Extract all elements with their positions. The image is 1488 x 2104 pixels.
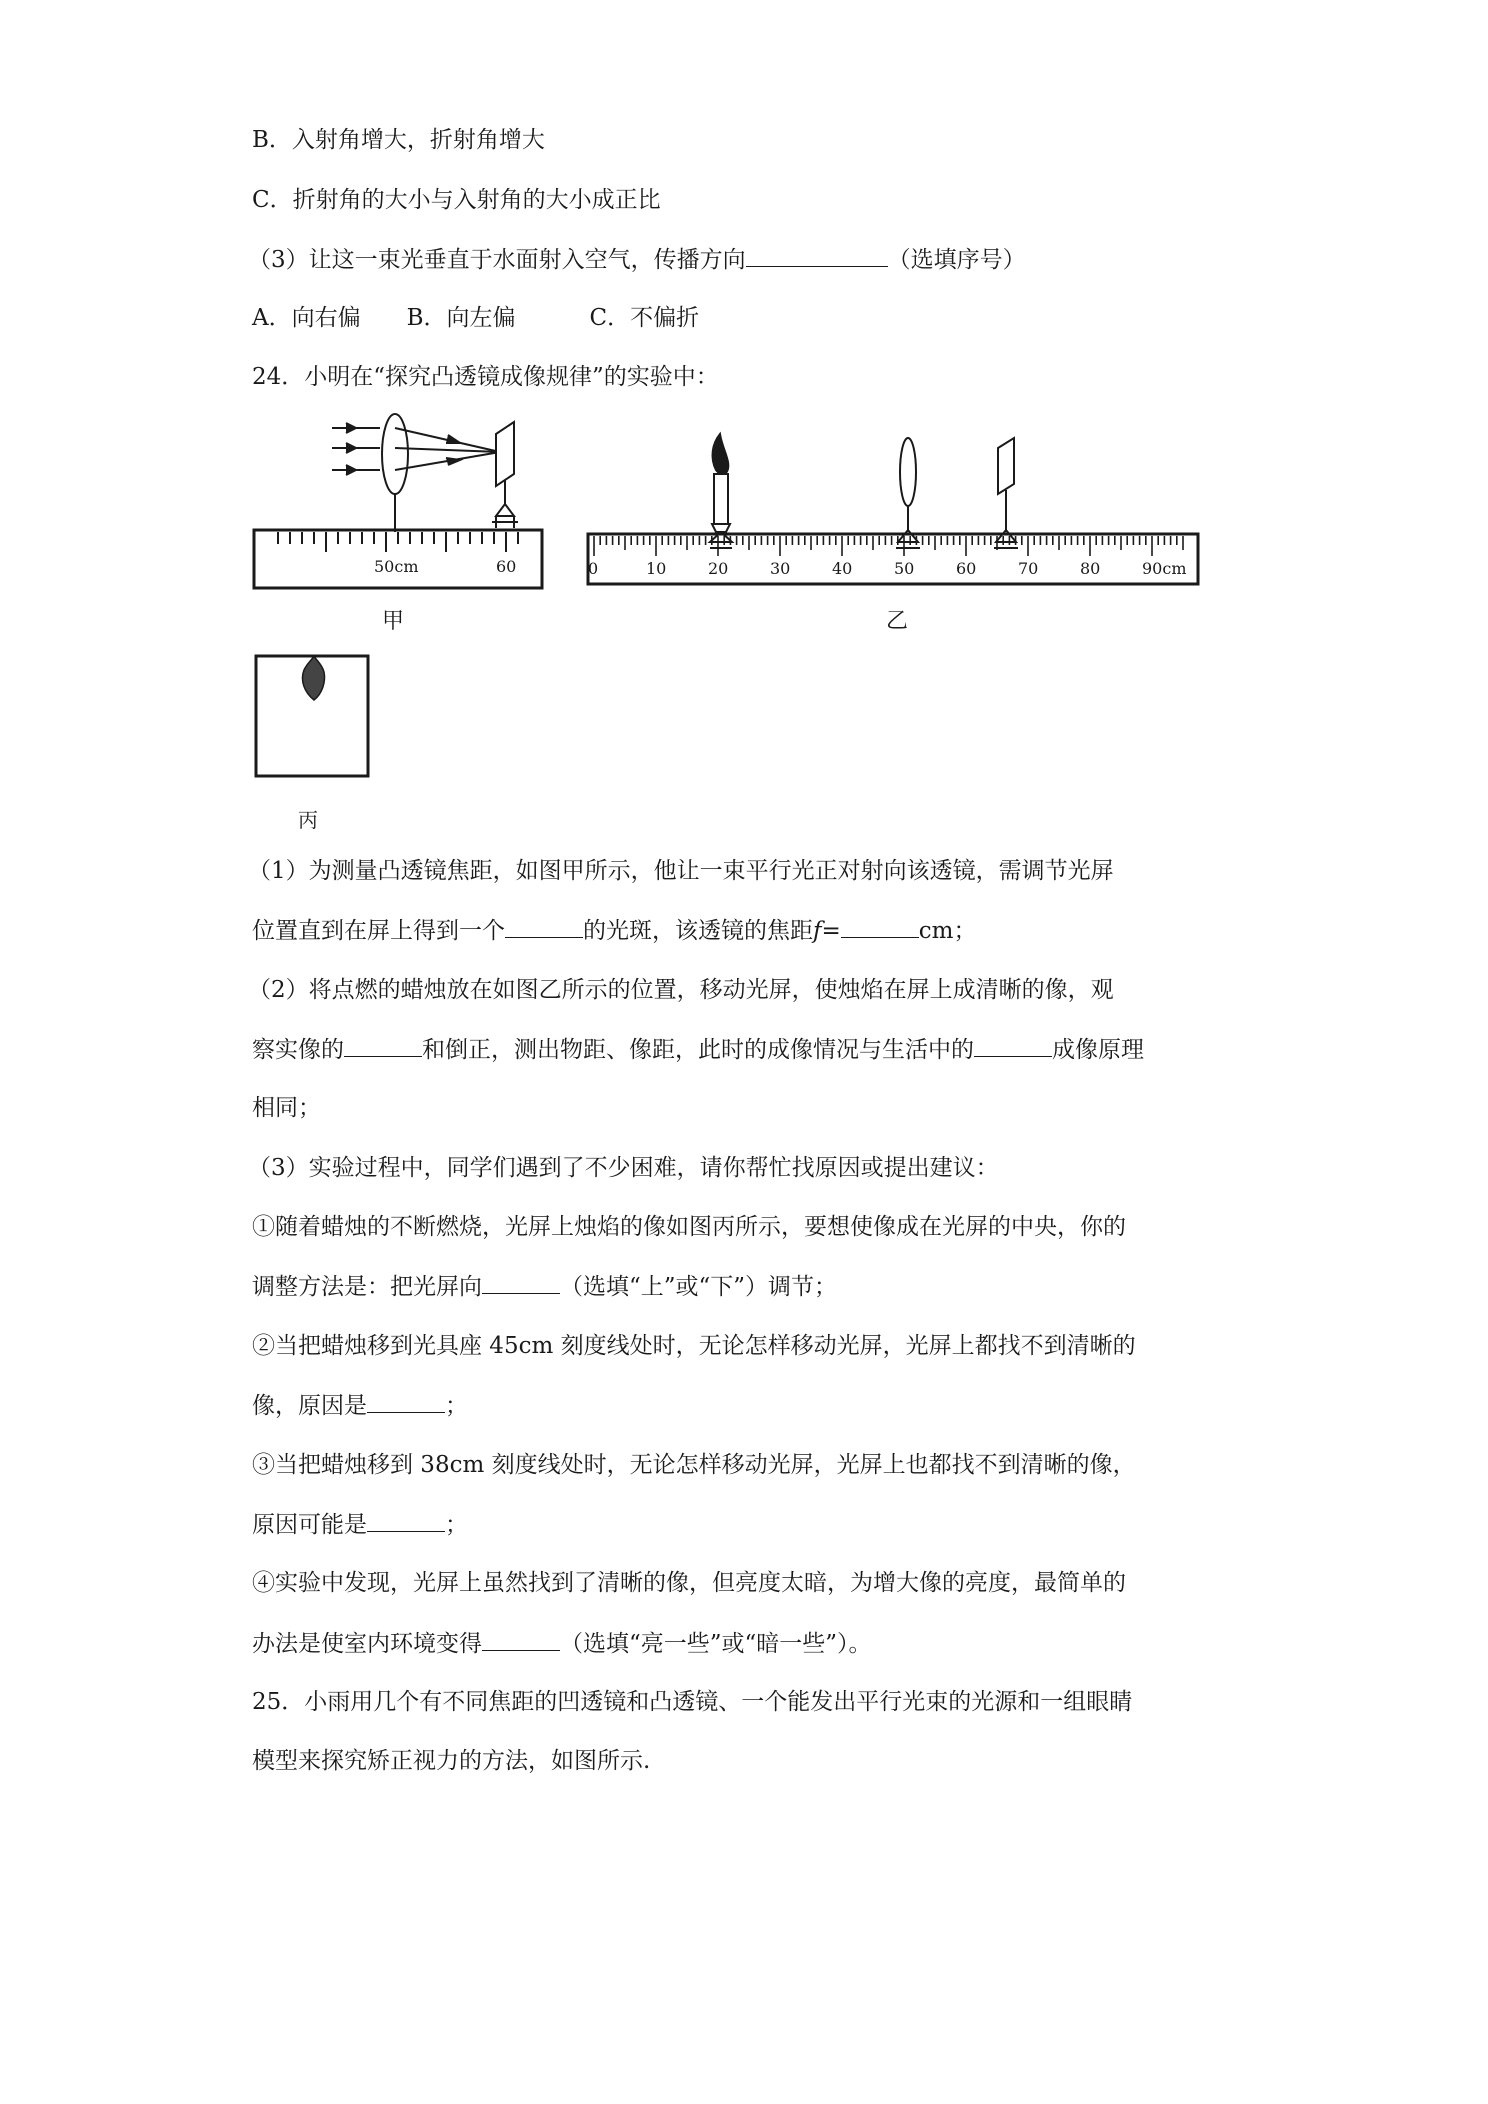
figure-bing-caption: 丙 — [298, 808, 318, 832]
q23-sub3-text: （3）让这一束光垂直于水面射入空气，传播方向 — [248, 247, 746, 273]
q24-stem: 24．小明在“探究凸透镜成像规律”的实验中： — [252, 364, 719, 390]
q23-choices — [252, 303, 749, 333]
choice-a: A．向右偏 — [252, 305, 361, 331]
yi-tick-label: 80 — [1080, 559, 1101, 578]
q23-option-b: B．入射角增大，折射角增大 — [252, 127, 545, 153]
yi-tick-label: 30 — [770, 559, 791, 578]
text: 原因可能是 — [252, 1512, 367, 1538]
text: （选填“亮一些”或“暗一些”）。 — [560, 1631, 872, 1657]
yi-tick-label: 10 — [646, 559, 667, 578]
answer-blank[interactable] — [344, 1034, 422, 1057]
figure-jia — [252, 412, 552, 592]
q24-c4-line2 — [252, 1628, 872, 1659]
yi-tick-label: 0 — [588, 559, 599, 578]
answer-blank[interactable] — [974, 1034, 1052, 1057]
q24-c1-line2 — [252, 1271, 837, 1302]
choice-c: C．不偏折 — [589, 305, 700, 331]
q24-p2-line3: 相同； — [252, 1095, 321, 1121]
text: = — [821, 918, 841, 944]
yi-tick-label: 70 — [1018, 559, 1039, 578]
text: 和倒正，测出物距、像距，此时的成像情况与生活中的 — [422, 1037, 974, 1063]
text: 像，原因是 — [252, 1393, 367, 1419]
text: ； — [445, 1512, 468, 1538]
answer-blank[interactable] — [505, 915, 583, 938]
q23-sub3-hint: （选填序号） — [887, 247, 1026, 273]
jia-tick-60: 60 — [496, 557, 517, 576]
text: 察实像的 — [252, 1037, 344, 1063]
q24-c2-line1: ②当把蜡烛移到光具座 45cm 刻度线处时，无论怎样移动光屏，光屏上都找不到清晰的 — [252, 1333, 1136, 1359]
answer-blank[interactable] — [746, 244, 888, 267]
inverted-flame-icon — [302, 656, 324, 700]
q24-c4-line1: ④实验中发现，光屏上虽然找到了清晰的像，但亮度太暗，为增大像的亮度，最简单的 — [252, 1570, 1126, 1596]
answer-blank[interactable] — [367, 1390, 445, 1413]
text: 成像原理 — [1052, 1037, 1144, 1063]
answer-blank[interactable] — [482, 1271, 560, 1294]
yi-ruler-ticks — [594, 536, 1183, 556]
figure-bing — [252, 652, 372, 782]
q24-p3: （3）实验过程中，同学们遇到了不少困难，请你帮忙找原因或提出建议： — [248, 1155, 999, 1181]
q24-p1-line1: （1）为测量凸透镜焦距，如图甲所示，他让一束平行光正对射向该透镜，需调节光屏 — [248, 858, 1114, 884]
text: 调整方法是：把光屏向 — [252, 1274, 482, 1300]
q24-c1-line1: ①随着蜡烛的不断燃烧，光屏上烛焰的像如图丙所示，要想使像成在光屏的中央，你的 — [252, 1214, 1126, 1240]
text: 的光斑，该透镜的焦距 — [583, 918, 813, 944]
q23-sub3 — [248, 244, 1026, 275]
figure-yi-caption: 乙 — [886, 609, 909, 634]
q24-p2-line1: （2）将点燃的蜡烛放在如图乙所示的位置，移动光屏，使烛焰在屏上成清晰的像，观 — [248, 977, 1114, 1003]
yi-tick-label: 90cm — [1142, 559, 1187, 578]
text: ； — [445, 1393, 468, 1419]
q24-p1-line2 — [252, 915, 977, 946]
figure-yi — [586, 424, 1206, 590]
yi-tick-label: 20 — [708, 559, 729, 578]
answer-blank[interactable] — [367, 1509, 445, 1532]
focal-symbol: f — [813, 918, 822, 944]
text: 办法是使室内环境变得 — [252, 1631, 482, 1657]
choice-b: B．向左偏 — [406, 305, 516, 331]
q24-c3-line2 — [252, 1509, 468, 1540]
yi-tick-label: 60 — [956, 559, 977, 578]
figure-jia-caption: 甲 — [382, 609, 405, 634]
q24-c3-line1: ③当把蜡烛移到 38cm 刻度线处时，无论怎样移动光屏，光屏上也都找不到清晰的像， — [252, 1452, 1136, 1478]
q23-option-c: C．折射角的大小与入射角的大小成正比 — [252, 187, 661, 213]
q24-p2-line2 — [252, 1034, 1144, 1065]
answer-blank[interactable] — [482, 1628, 560, 1651]
q25-line1: 25．小雨用几个有不同焦距的凹透镜和凸透镜、一个能发出平行光束的光源和一组眼睛 — [252, 1689, 1133, 1715]
yi-tick-label: 50 — [894, 559, 915, 578]
yi-tick-label: 40 — [832, 559, 853, 578]
q25-line2: 模型来探究矫正视力的方法，如图所示. — [252, 1748, 651, 1774]
answer-blank[interactable] — [841, 915, 919, 938]
jia-tick-50: 50cm — [374, 557, 419, 576]
text: 位置直到在屏上得到一个 — [252, 918, 505, 944]
text: cm； — [918, 918, 977, 944]
q24-c2-line2 — [252, 1390, 468, 1421]
text: （选填“上”或“下”）调节； — [560, 1274, 838, 1300]
